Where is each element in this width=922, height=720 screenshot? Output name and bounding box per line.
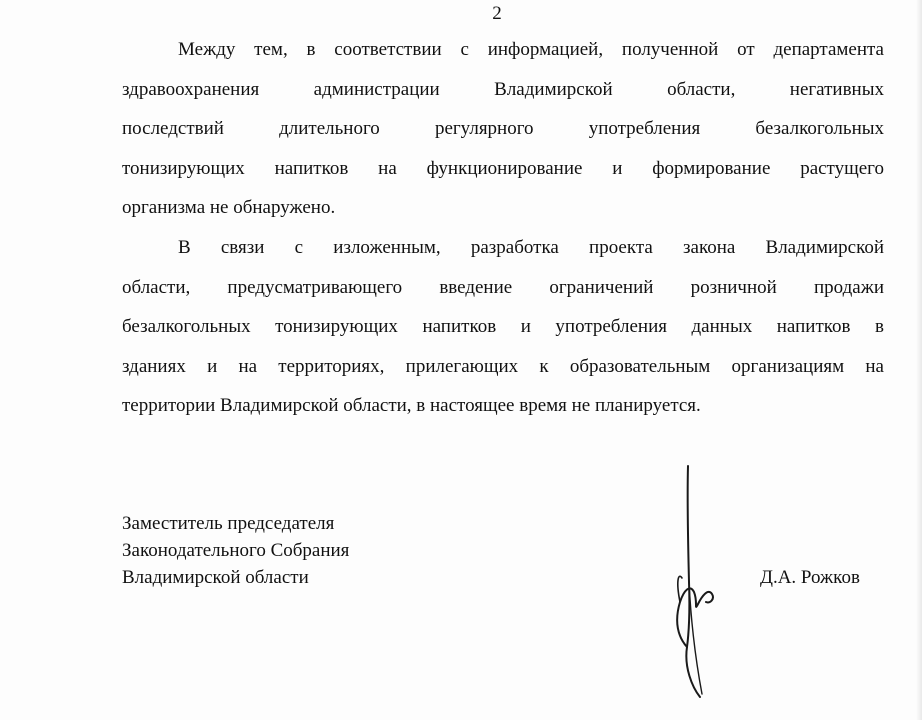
paragraph-line: зданиях и на территориях, прилегающих к образовательным организациям на xyxy=(122,355,884,377)
handwritten-signature xyxy=(660,462,740,702)
paragraph-line: области, предусматривающего введение ограничений розничной продажи xyxy=(122,276,884,298)
paragraph-line: тонизирующих напитков на функционирование и формирование растущего xyxy=(122,157,884,179)
page-number: 2 xyxy=(492,3,502,24)
page-edge-shadow xyxy=(916,0,922,720)
paragraph-line: здравоохранения администрации Владимирской области, негативных xyxy=(122,78,884,100)
paragraph-line: территории Владимирской области, в настоящее время не планируется. xyxy=(122,395,701,416)
paragraph-line: последствий длительного регулярного употребления безалкогольных xyxy=(122,118,884,139)
paragraph-line: В связи с изложенным, разработка проекта закона Владимирской xyxy=(178,237,884,258)
signatory-name: Д.А. Рожков xyxy=(760,567,860,588)
paragraph-conclusion xyxy=(122,228,884,426)
paragraph-line: безалкогольных тонизирующих напитков и употребления данных напитков в xyxy=(122,316,884,337)
paragraph-line: Между тем, в соответствии с информацией, полученной от департамента xyxy=(178,39,884,60)
signatory-position-line: Законодательного Собрания xyxy=(122,540,350,561)
signatory-position-line: Владимирской области xyxy=(122,567,309,588)
signatory-position xyxy=(122,510,349,591)
paragraph-health-department xyxy=(122,30,884,228)
signatory-position-line: Заместитель председателя xyxy=(122,513,335,534)
paragraph-line: организма не обнаружено. xyxy=(122,197,336,218)
